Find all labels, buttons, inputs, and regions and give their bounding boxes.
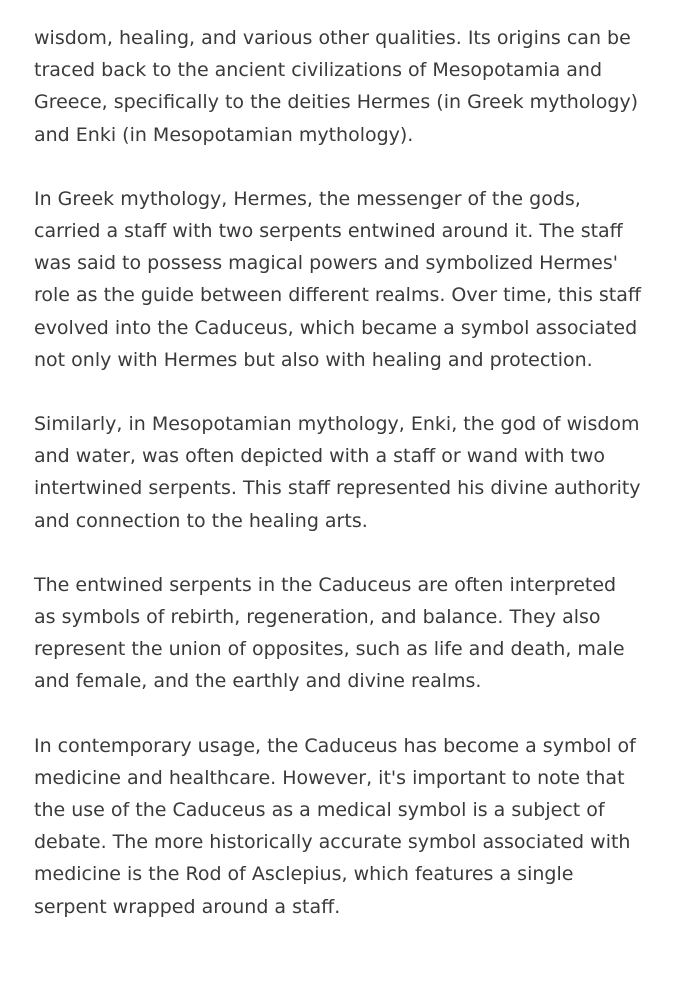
paragraph-contemporary-usage: In contemporary usage, the Caduceus has become a symbol of medicine and healthcare. However, it's important to note that the use of the Caduceus as a medical symbol is a subject of debate. The more historically accurate symbol associated with medicine is the Rod of Asclepius, which features a single serpent wrapped around a staff.: [34, 734, 636, 918]
message-body: [34, 22, 674, 955]
paragraph-symbolism: The entwined serpents in the Caduceus are often interpreted as symbols of rebirth, regeneration, and balance. They also represent the union of opposites, such as life and death, male and female, and the earthly and divine realms.: [34, 573, 625, 693]
paragraph-greek-mythology: In Greek mythology, Hermes, the messenger of the gods, carried a staff with two serpents entwined around it. The staff was said to possess magical powers and symbolized Hermes' role as the guide between different realms. Over time, this staff evolved into the Caduceus, which became a symbol associated not only with Hermes but also with healing and protection.: [34, 187, 641, 371]
paragraph-mesopotamian-mythology: Similarly, in Mesopotamian mythology, Enki, the god of wisdom and water, was often depicted with a staff or wand with two intertwined serpents. This staff represented his divine authority and connection to the healing arts.: [34, 413, 641, 532]
paragraph-origins: wisdom, healing, and various other qualities. Its origins can be traced back to the ancient civilizations of Mesopotamia and Greece, specifically to the deities Hermes (in Greek mythology) and Enki (in Mesopotamian mythology).: [34, 27, 639, 146]
